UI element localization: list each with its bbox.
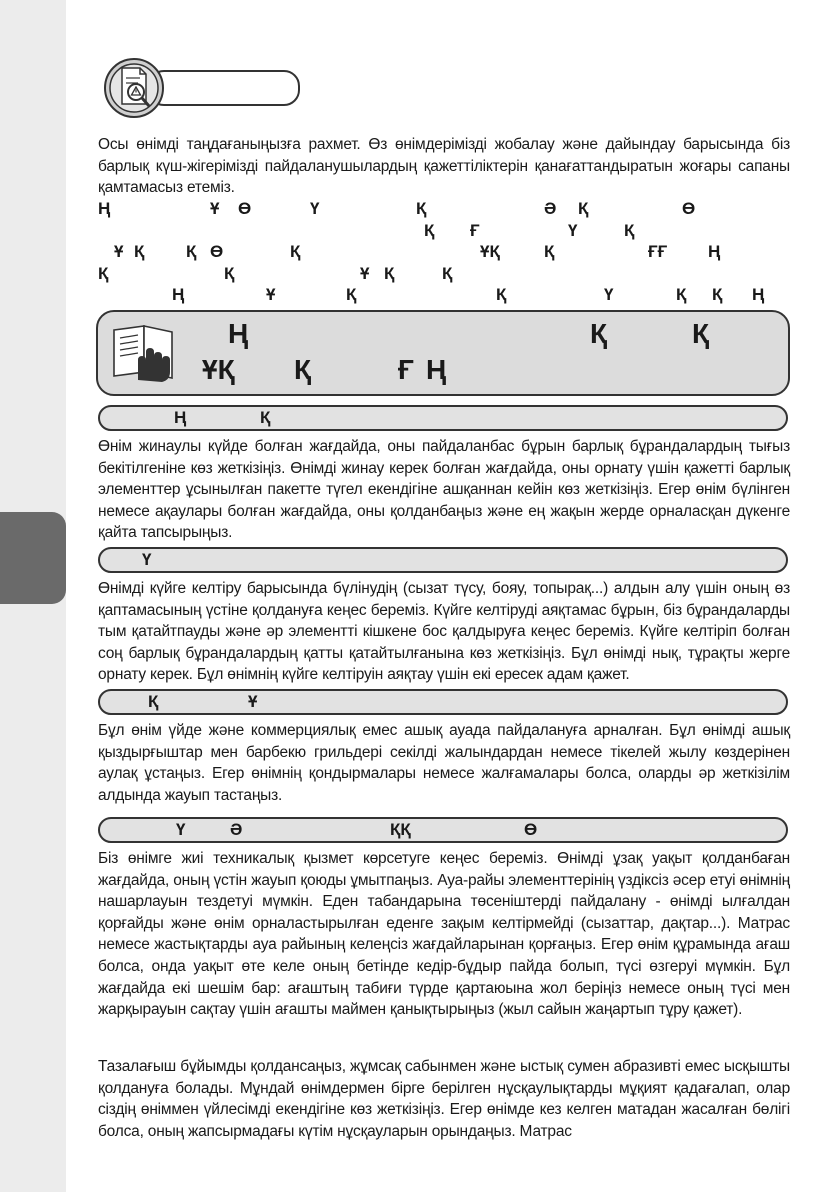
manual-hand-icon	[108, 322, 186, 384]
notice-line: Ң Қ Қ	[228, 318, 710, 349]
section-paragraph: Бұл өнім үйде және коммерциялық емес ашық ауада пайдалануға арналған. Бұл өнімді ашық қыздырғыштар мен барбекю грильдері секілді жалындардан немесе тікелей жылу көздерінен аулақ ұстаңыз. Егер өнімнің қондырмалары немесе жалғамалары болса, оларды әр жеткізілім алдында жауып тастаңыз.	[98, 722, 790, 804]
section-heading-bar: Ү Ә ҚҚ Ө	[98, 817, 788, 843]
logo-pill	[148, 70, 300, 106]
final-paragraph: Тазалағыш бұйымды қолдансаңыз, жұмсақ сабынмен және ыстық сумен абразивті емес ысқышты қолдануға болады. Мұндай өнімдермен бірге берілген нұсқаулықтарды мұқият қадағалап, олар сіздің өніммен үйлесімді екендігіне көз жеткізіңіз. Егер өнімде кез келген матадан жасалған бөлігі болса, оның жапсырмадағы күтім нұсқауларын орындаңыз. Матрас	[98, 1058, 790, 1140]
document-warning-icon	[102, 56, 170, 120]
chapter-tab	[0, 512, 66, 604]
section-paragraph: Өнімді күйге келтіру барысында бүлінудің (сызат түсу, бояу, топырақ...) алдын алу үшін оның өз қаптамасының үстіне қолдануға кеңес береміз. Күйге келтіруді аяқтамас бұрын, біз бұрандаларды тым қатайтпауды және әр элементті кішкене бос қалдыруға кеңес береміз. Күйге келтіріп болған соң барлық бұрандалардың қатты қатайтылғанына көз жеткізіңіз. Бұл өнімді нық, тұрақты жерге орнату керек. Бұл өнімнің күйге келтіруін аяқтау үшін екі ересек адам қажет.	[98, 580, 790, 684]
section-paragraph: Біз өнімге жиі техникалық қызмет көрсетуге кеңес береміз. Өнімді ұзақ уақыт қолданбаған жағдайда, оның үстін жауып қоюды ұмытпаңыз. Ауа-райы элементтерінің үздіксіз әсер етуі өнімнің нашарлауын тездетуі мүмкін. Еден табандарына төсеніштерді пайдалану - өнімді ылғалдан қорғайды және өнім орналастырылған еденге зақым келтірмейді (сызаттар, дақтар...). Матрас немесе жастықтарды ауа райының келеңсіз жағдайларынан қорғаңыз. Егер өнім құрамында ағаш болса, онда уақыт өте келе оның бетінде кедір-бұдыр пайда болып, түсі өзгеруі мүмкін. Бұл жағдайда екі шешім бар: ағаштың табиғи түрде қартаюына жол беріңіз немесе оның түсі мен жарқырауын сақтау үшін ағашты маймен қанықтырыңыз (жыл сайын жаңартып тұру қажет).	[98, 850, 790, 1019]
section-heading-bar: Ң Қ	[98, 405, 788, 431]
intro-paragraph: Осы өнімді таңдағаныңызға рахмет. Өз өнімдерімізді жобалау және дайындау барысында біз барлық күш-жігерімізді пайдаланушылардың қажеттіліктерін қанағаттандыратын жоғары сапаны қамтамасыз етеміз.	[98, 136, 790, 197]
glyph-line: Қ Ғ Ү Қ	[424, 220, 635, 240]
glyph-line: Ң Ұ Ө Ү Қ Ә Қ Ө	[98, 199, 696, 218]
notice-box	[96, 310, 790, 396]
glyph-line: Қ Қ Ұ Қ Қ	[98, 263, 453, 283]
section-paragraph: Өнім жинаулы күйде болған жағдайда, оны пайдаланбас бұрын барлық бұрандалардың тығыз бекітілгеніне көз жеткізіңіз. Өнімді жинау керек болған жағдайда, оны орнату үшін қажетті барлық элементтер ұсынылған пакетте түгел екендігіне ашқаннан кейін көз жеткізіңіз. Егер өнім бүлінген немесе ақаулары болған жағдайда, оны қолданбаңыз және ең жақын жерде орналасқан дүкенге қайта тапсырыңыз.	[98, 438, 790, 542]
notice-line: ҰҚ Қ Ғ Ң	[202, 354, 447, 385]
section-heading-bar: Ү	[98, 547, 788, 573]
section-heading-bar: Қ Ұ	[98, 689, 788, 715]
glyph-lines	[98, 198, 790, 306]
glyph-line: Ң Ұ Қ Қ Ү Қ Қ Ң	[172, 285, 765, 305]
glyph-line: Ұ Қ Қ Ө Қ ҰҚ Қ ҒҒ Ң	[114, 242, 721, 262]
